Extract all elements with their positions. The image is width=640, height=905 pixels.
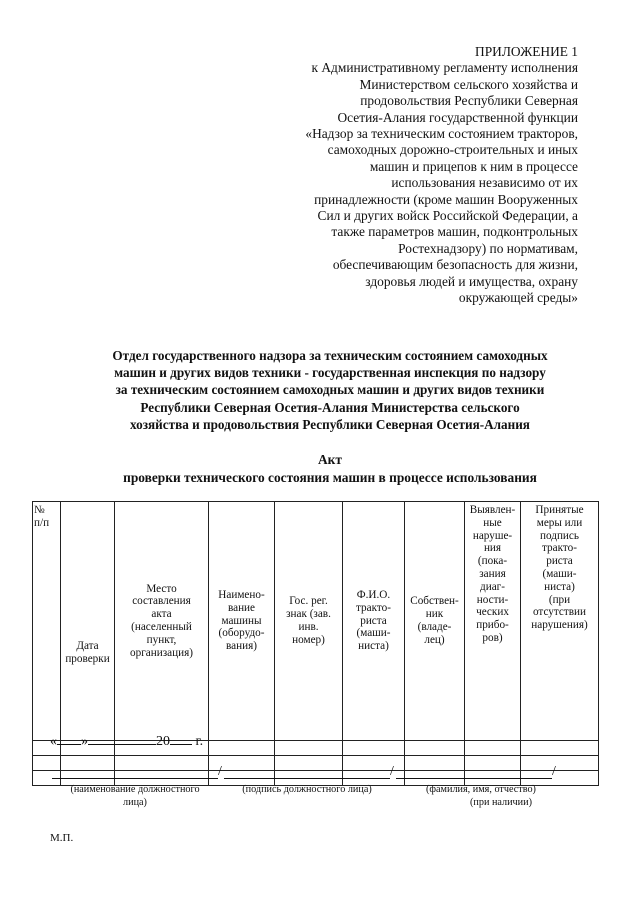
- header-measures: [521, 502, 599, 741]
- table-cell-operator-name[interactable]: [343, 756, 405, 771]
- header-text-line: Принятые: [535, 504, 584, 516]
- header-text-line: лец): [424, 633, 445, 646]
- header-text-line: подпись: [540, 529, 579, 542]
- header-text-line: машины: [221, 614, 262, 627]
- header-text-line: номер): [292, 633, 325, 646]
- separator-slash-2: /: [390, 764, 394, 779]
- signature-line: [224, 778, 390, 779]
- header-machine-name: [209, 502, 275, 741]
- header-text-line: диаг-: [480, 580, 505, 593]
- name-line: [396, 778, 552, 779]
- table-cell-violations[interactable]: [465, 756, 521, 771]
- table-header-row: [33, 502, 599, 741]
- header-violations: [465, 502, 521, 741]
- name-caption-line: (при наличии): [470, 797, 532, 808]
- table-cell-date[interactable]: [61, 756, 115, 771]
- header-text-line: проверки: [65, 653, 110, 666]
- header-text-line: тракто-: [542, 542, 577, 555]
- table-row: [33, 756, 599, 771]
- table-cell-reg-number[interactable]: [275, 756, 343, 771]
- separator-slash-1: /: [218, 764, 222, 779]
- signature-caption-line: (подпись должностного лица): [242, 784, 372, 795]
- header-text-line: ниста): [544, 580, 575, 593]
- header-text-line: ния: [483, 542, 502, 555]
- appendix-line: «Надзор за техническим состоянием тракторов,: [305, 126, 578, 142]
- header-text-line: (при: [548, 593, 571, 606]
- header-text-line: (маши-: [542, 567, 577, 580]
- table-cell-number[interactable]: [33, 756, 61, 771]
- header-text-line: ниста): [358, 640, 389, 653]
- table-cell-place[interactable]: [115, 756, 209, 771]
- table-cell-owner[interactable]: [405, 756, 465, 771]
- appendix-line: принадлежности (кроме машин Вооруженных: [314, 191, 578, 207]
- department-line: Отдел государственного надзора за техническим состоянием самоходных: [112, 348, 548, 363]
- header-text-line: составления: [132, 595, 191, 608]
- header-text-line: №: [34, 504, 45, 516]
- header-text-line: (маши-: [356, 627, 391, 640]
- appendix-block: [258, 44, 578, 307]
- header-text-line: Гос. рег.: [289, 595, 328, 608]
- day-blank: [57, 733, 81, 745]
- appendix-title: ПРИЛОЖЕНИЕ 1: [475, 44, 578, 59]
- header-text-line: отсутствии: [532, 606, 587, 619]
- header-operator-name: [343, 502, 405, 741]
- header-text-line: ческих: [476, 606, 509, 619]
- header-text-line: Наимено-: [218, 589, 265, 601]
- table-cell-measures[interactable]: [521, 756, 599, 771]
- name-caption-line: (фамилия, имя, отчество): [426, 784, 536, 795]
- appendix-line: самоходных дорожно-строительных и иных: [327, 142, 578, 158]
- position-caption: [52, 783, 218, 809]
- header-text-line: риста: [546, 555, 573, 568]
- appendix-line: Осетия-Алания государственной функции: [337, 109, 578, 125]
- appendix-line: машин и прицепов к ним в процессе: [369, 158, 578, 174]
- appendix-line: Министерством сельского хозяйства и: [359, 76, 578, 92]
- department-line: за техническим состоянием самоходных машин и других видов техники: [115, 382, 545, 398]
- header-place: [115, 502, 209, 741]
- header-text-line: тракто-: [356, 601, 391, 614]
- act-subtitle: проверки технического состояния машин в процессе использования: [123, 470, 537, 485]
- month-blank: [88, 733, 156, 745]
- header-text-line: Место: [146, 582, 177, 595]
- header-text-line: Выявлен-: [469, 504, 516, 516]
- header-text-line: организация): [130, 646, 193, 659]
- header-text-line: зания: [479, 567, 506, 580]
- separator-slash-3: /: [552, 764, 556, 779]
- header-text-line: вания): [226, 640, 257, 653]
- appendix-line: окружающей среды»: [458, 290, 578, 306]
- header-text-line: (оборудо-: [218, 627, 265, 640]
- appendix-lines: [258, 60, 578, 306]
- act-heading: [60, 451, 600, 487]
- department-line: машин и других видов техники - государственная инспекция по надзору: [114, 365, 546, 381]
- header-text-line: ности-: [476, 593, 509, 606]
- department-heading: [60, 347, 600, 433]
- table-cell-operator-name[interactable]: [343, 741, 405, 756]
- header-date: [61, 502, 115, 741]
- date-close-quote: »: [81, 734, 88, 749]
- year-suffix: г.: [195, 734, 204, 749]
- header-text-line: нарушения): [531, 619, 588, 632]
- year-prefix: 20: [156, 734, 170, 749]
- appendix-line: обеспечивающим безопасность для жизни,: [332, 257, 578, 273]
- appendix-line: Ростехнадзору) по нормативам,: [398, 240, 578, 256]
- act-title: Акт: [318, 452, 342, 467]
- header-text-line: риста: [360, 614, 387, 627]
- appendix-line: к Административному регламенту исполнения: [311, 60, 578, 76]
- header-text-line: Ф.И.О.: [356, 589, 391, 601]
- header-text-line: прибо-: [476, 619, 509, 632]
- department-line: хозяйства и продовольствия Республики Северная Осетия-Алания: [130, 416, 530, 432]
- header-text-line: Дата: [76, 640, 99, 653]
- header-number: [33, 502, 61, 741]
- header-text-line: акта: [151, 608, 172, 621]
- header-text-line: (пока-: [477, 555, 508, 568]
- header-text-line: меры или: [536, 516, 583, 529]
- header-text-line: (владе-: [417, 621, 452, 633]
- date-open-quote: «: [50, 734, 57, 749]
- header-text-line: инв.: [298, 621, 319, 633]
- header-text-line: знак (зав.: [286, 608, 331, 621]
- table-cell-owner[interactable]: [405, 741, 465, 756]
- department-line: Республики Северная Осетия-Алания Министерства сельского: [140, 399, 520, 415]
- table-cell-reg-number[interactable]: [275, 741, 343, 756]
- year-blank: [170, 733, 192, 745]
- header-text-line: п/п: [34, 516, 50, 529]
- appendix-line: продовольствия Республики Северная: [360, 93, 578, 109]
- position-caption-line: лица): [123, 797, 147, 808]
- header-text-line: ров): [482, 631, 503, 644]
- name-caption: [396, 783, 566, 809]
- table-cell-measures[interactable]: [521, 741, 599, 756]
- position-caption-line: (наименование должностного: [70, 784, 200, 795]
- header-reg-number: [275, 502, 343, 741]
- header-text-line: вание: [227, 601, 256, 614]
- header-text-line: ник: [425, 608, 444, 621]
- appendix-line: также параметров машин, подконтрольных: [331, 224, 578, 240]
- signature-caption: [224, 783, 390, 796]
- header-text-line: пункт,: [146, 633, 177, 646]
- date-line: [50, 733, 203, 750]
- table-cell-violations[interactable]: [465, 741, 521, 756]
- header-text-line: наруше-: [472, 529, 513, 542]
- header-text-line: ные: [483, 516, 502, 529]
- header-text-line: (населенный: [131, 621, 192, 633]
- table-cell-machine-name[interactable]: [209, 741, 275, 756]
- header-owner: [405, 502, 465, 741]
- appendix-line: использования независимо от их: [391, 175, 578, 191]
- stamp-place: М.П.: [50, 832, 74, 844]
- appendix-line: здоровья людей и имущества, охрану: [365, 273, 578, 289]
- header-text-line: Собствен-: [410, 595, 459, 608]
- position-line: [52, 778, 218, 779]
- appendix-line: Сил и других войск Российской Федерации, а: [317, 208, 578, 224]
